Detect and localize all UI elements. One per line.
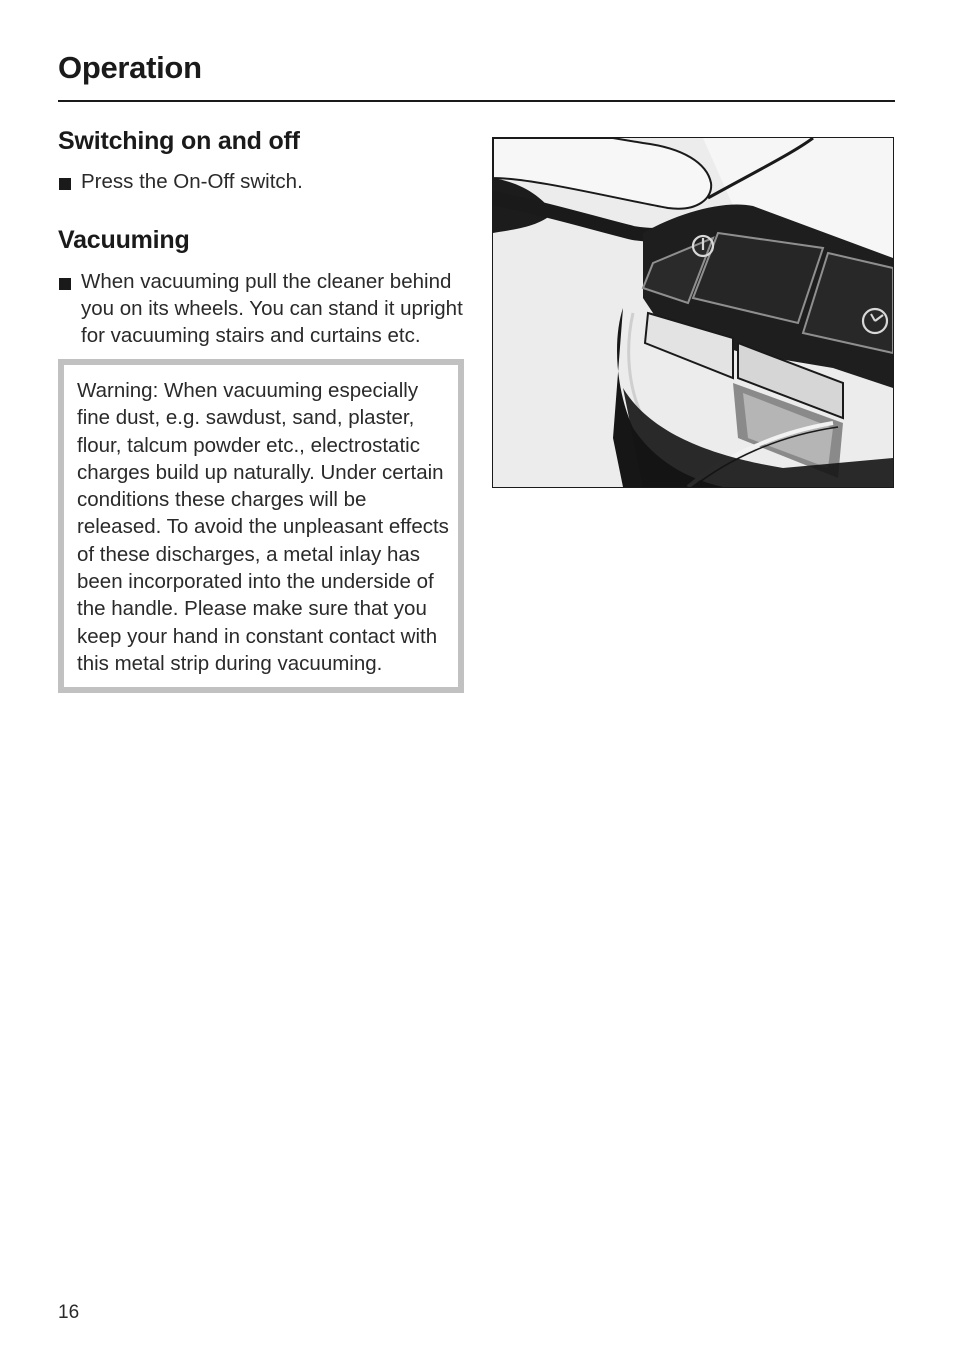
section-heading-vacuuming: Vacuuming	[58, 226, 190, 254]
bullet-text: When vacuuming pull the cleaner behind you on its wheels. You can stand it upright for vacuuming stairs and curtains etc.	[81, 270, 463, 347]
vacuum-handle-drawing	[493, 138, 893, 487]
bullet-text: Press the On-Off switch.	[81, 170, 303, 193]
section-heading-switching: Switching on and off	[58, 127, 300, 155]
bullet-square-icon	[59, 178, 71, 190]
vacuum-handle-illustration	[492, 137, 894, 488]
page-title: Operation	[58, 50, 202, 85]
bullet-item	[58, 168, 464, 195]
warning-box	[58, 359, 464, 693]
page-number: 16	[58, 1302, 80, 1323]
bullet-item	[58, 268, 464, 349]
main-text-column	[58, 124, 464, 693]
warning-text: Warning: When vacuuming especially fine dust, e.g. sawdust, sand, plaster, flour, talcum powder etc., electrostatic charges build up naturally. Under certain conditions these charges will be released. To avoid the unpleasant effects of these discharges, a metal inlay has been incorporated into the underside of the handle. Please make sure that you keep your hand in constant contact with this metal strip during vacuuming.	[77, 379, 449, 675]
bullet-square-icon	[59, 278, 71, 290]
title-divider	[58, 100, 895, 102]
